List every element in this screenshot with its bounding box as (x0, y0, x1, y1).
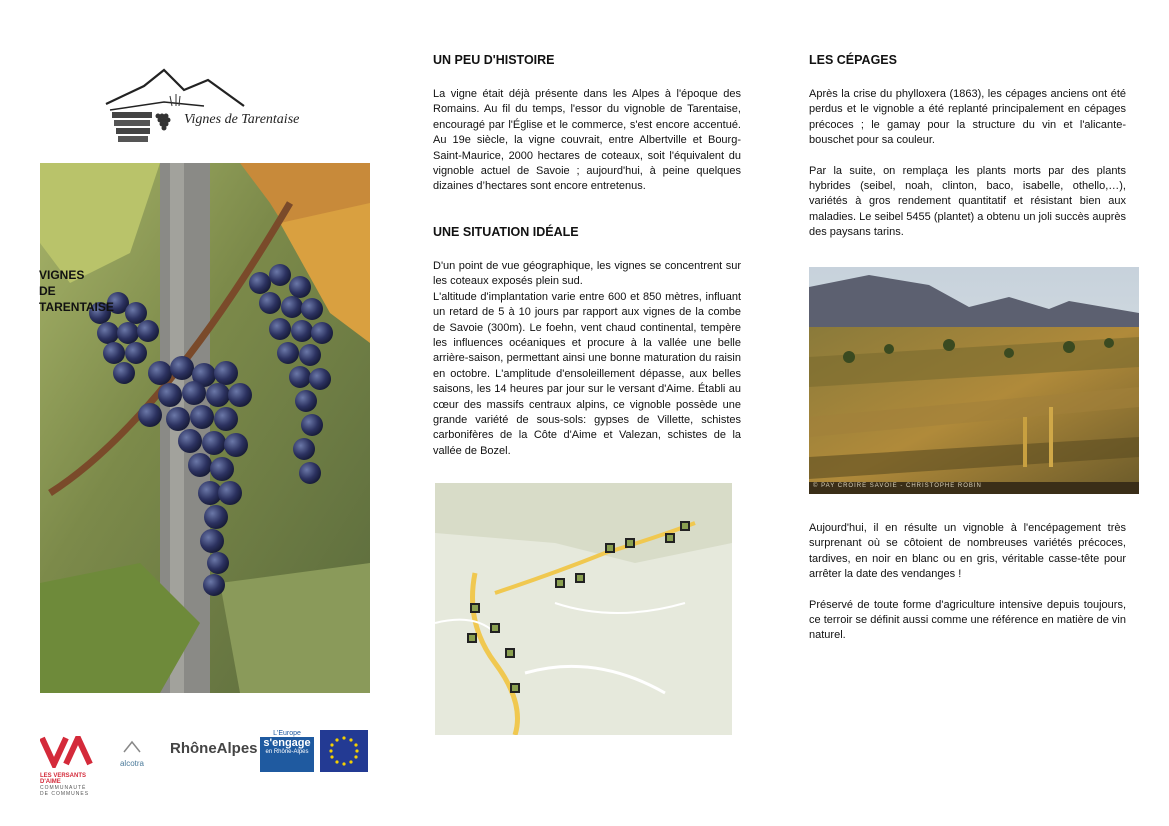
va-name: LES VERSANTS D'AIME (40, 773, 87, 785)
alcotra-icon (122, 740, 142, 754)
logo-text: Vignes de Tarentaise (184, 112, 300, 127)
history-text: La vigne était déjà présente dans les Alpes à l'époque des Romains. Au fil du temps, l'essor du vignoble de Tarentaise, encouragé par l'Église et le commerce, s'est encore accentué. Au 19e siècle, la vigne couvrait, entre Albertville et Bourg-Saint-Maurice, 2000 hectares de coteaux, soit l'équivalent du vignoble actuel de Savoie ; aujourd'hui, à peine quelques dizaines d’hectares sont encore entretenus. (433, 88, 741, 193)
photo-credit: © PAY CROIRE SAVOIE - CHRISTOPHE ROBIN (813, 483, 982, 489)
history-section (433, 53, 741, 195)
side-title-line2: DE (39, 284, 56, 298)
eu-stars-icon (320, 730, 368, 772)
vignes-de-tarentaise-logo (104, 66, 304, 146)
va-sub2: DE COMMUNES (40, 791, 90, 797)
cepages-conclusion (809, 521, 1126, 644)
grape-photo (40, 163, 370, 693)
cepages-section (809, 53, 1126, 241)
europe-mid: s'engage (263, 737, 311, 749)
situation-text-1: D'un point de vue géographique, les vignes se concentrent sur les coteaux exposés plein sud. (433, 260, 741, 288)
vineyard-map (435, 483, 732, 735)
alcotra-logo (102, 740, 162, 770)
side-title-line3: TARENTAISE (39, 300, 114, 314)
side-title (39, 267, 114, 315)
rhonealpes-logo: RhôneAlpes (170, 740, 258, 757)
cepages-text-3: Aujourd'hui, il en résulte un vignoble à l'encépagement très surprenant où se côtoient de nombreuses variétés précoces, tardives, en noir en blanc ou en gris, véritable casse-tête pour arrêter la date des vendanges ! (809, 522, 1126, 581)
vineyard-landscape-photo (809, 267, 1139, 494)
europe-engage-logo (260, 730, 314, 772)
situation-heading: UNE SITUATION IDÉALE (433, 225, 579, 239)
cepages-heading: LES CÉPAGES (809, 53, 897, 67)
versants-aime-logo (40, 736, 96, 798)
va-mark-icon (40, 736, 96, 768)
situation-section (433, 225, 741, 459)
cepages-text-4: Préservé de toute forme d'agriculture intensive depuis toujours, ce terroir se définit aussi comme une référence en matière de vin naturel. (809, 598, 1126, 642)
cepages-text-1: Après la crise du phylloxera (1863), les cépages anciens ont été perdus et le vignoble a été replanté principalement en cépages précoces ; le gamay pour la structure du vin et l'alicante-bouschet pour sa couleur. (809, 88, 1126, 147)
eu-flag (320, 730, 368, 772)
cepages-text-2: Par la suite, on remplaça les plants morts par des plants hybrides (seibel, noah, clinton, baco, isabelle, othello,…), variétés à gros rendement quantitatif et résistant bien aux maladies. Le seibel 5455 (plantet) a obtenu un joli succès auprès des paysans tarins. (809, 164, 1126, 239)
alcotra-label: alcotra (119, 759, 144, 768)
partner-logos (40, 728, 370, 798)
history-heading: UN PEU D'HISTOIRE (433, 53, 555, 67)
side-title-line1: VIGNES (39, 268, 85, 282)
europe-bot: en Rhône-Alpes (265, 749, 309, 755)
va-sub1: COMMUNAUTÉ (40, 785, 87, 791)
europe-top: L'Europe (260, 730, 314, 737)
situation-text-2: L'altitude d'implantation varie entre 600 et 850 mètres, influant un retard de 5 à 10 jours par rapport aux vignes de la combe de Savoie (300m). Le foehn, vent chaud continental, tempère les influences océaniques et procure à la vallée une belle arrière-saison, permettant ainsi une bonne maturation du raisin en octobre. L'amplitude d'ensoleillement dépasse, aux belles saisons, les 14 heures par jour sur le versant d'Aime. Établi au cœur des massifs centraux alpins, ce vignoble possède une grande variété de sous-sols: gypses de Villette, schistes carbonifères de la Côte d'Aime et Valezan, schistes de la vallée de Bozel. (433, 290, 741, 457)
logo-mountain-icon (104, 66, 304, 146)
